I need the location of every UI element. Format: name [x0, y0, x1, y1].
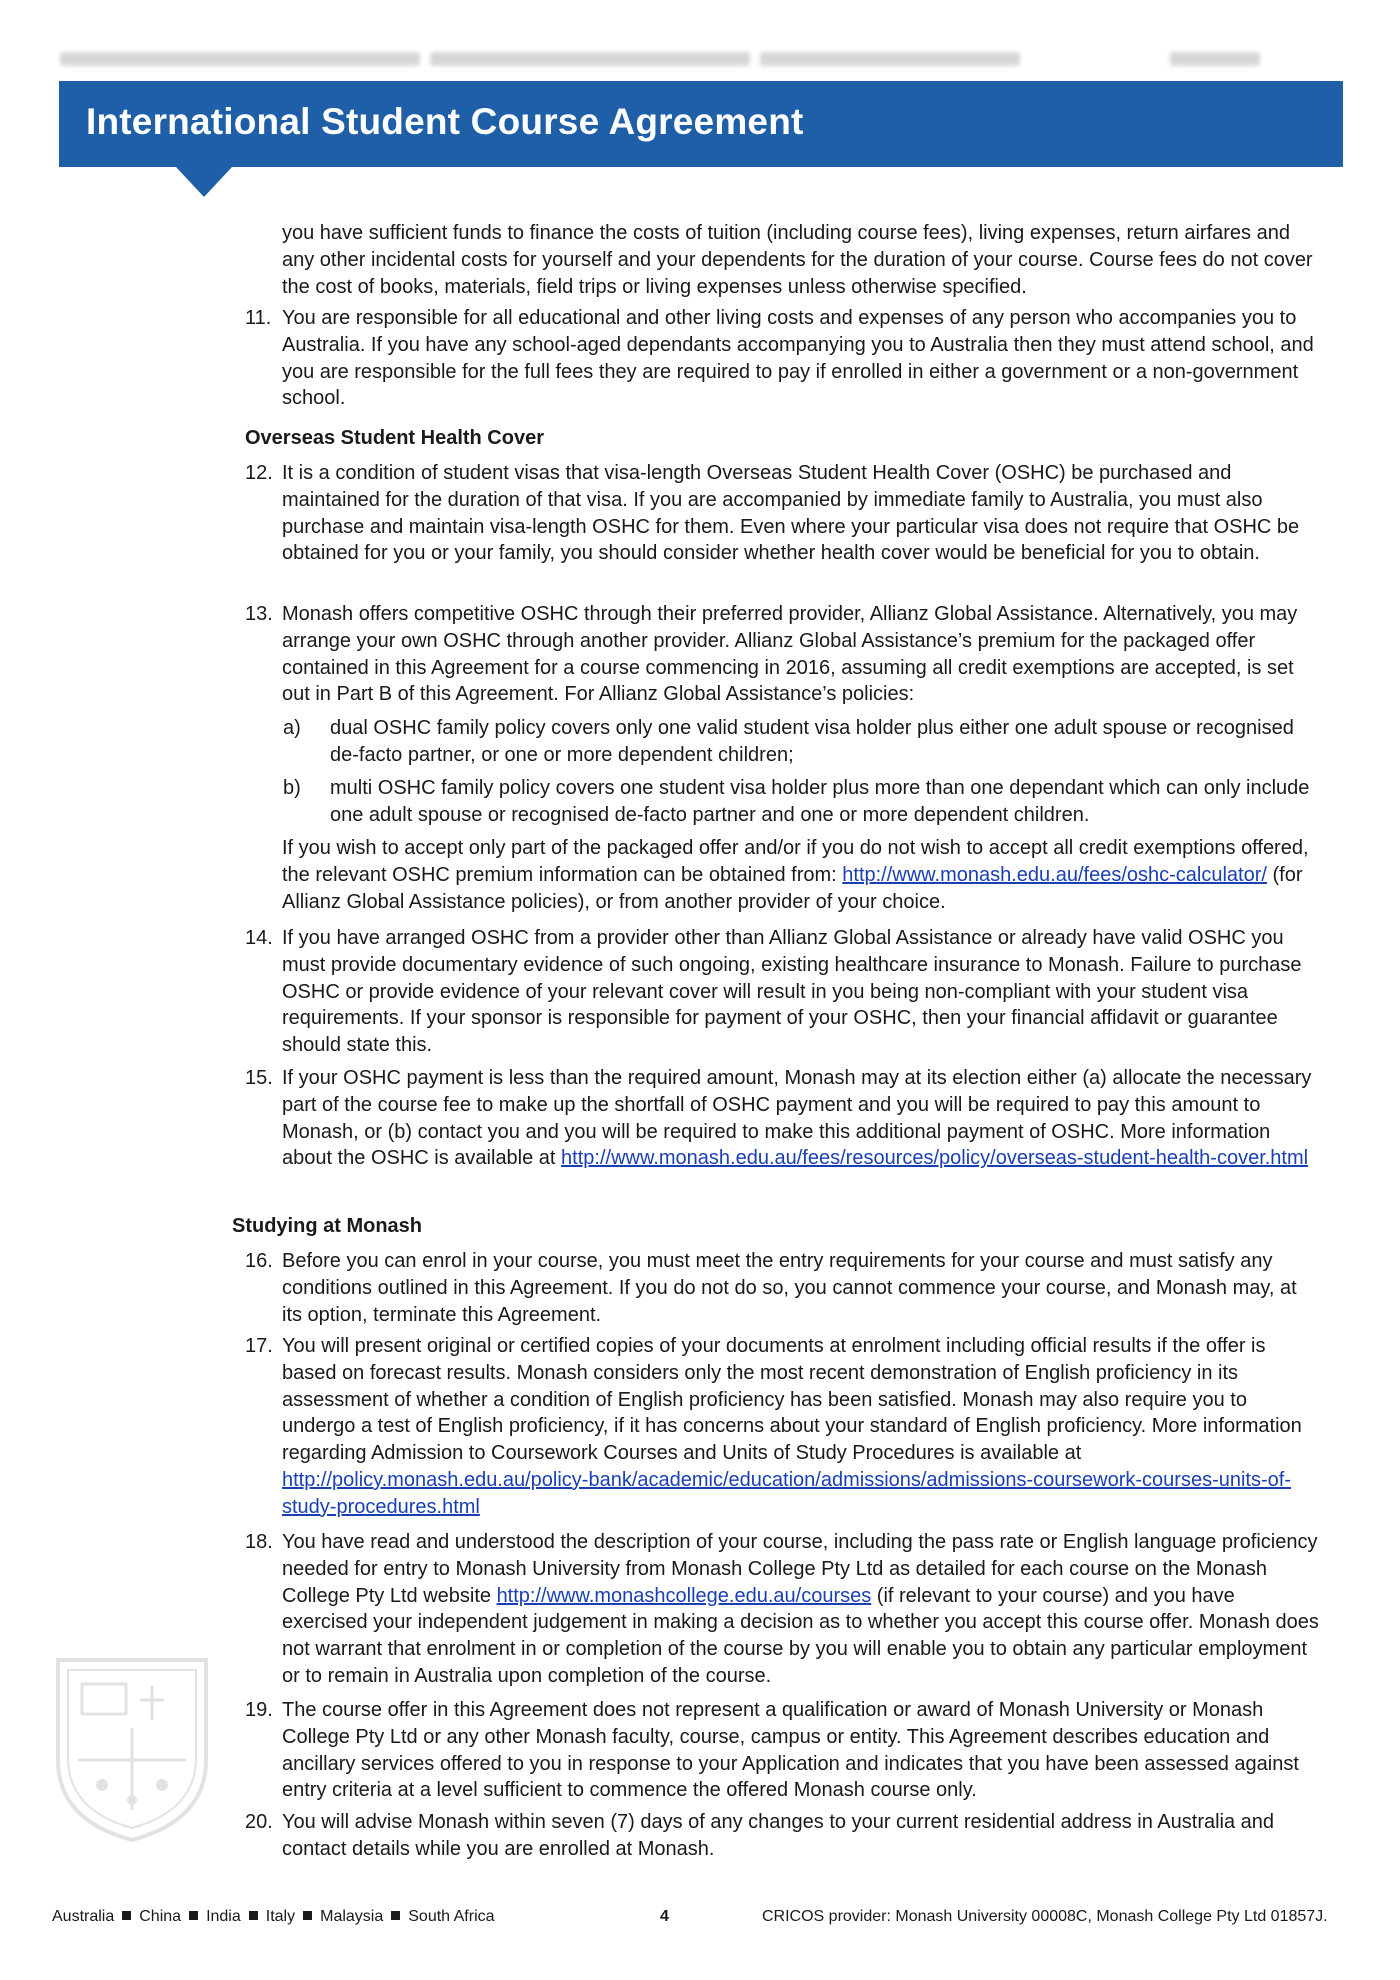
item-number: 12.	[245, 462, 273, 484]
square-bullet-icon	[122, 1911, 131, 1920]
continuation-text-after: (for Allianz Global Assistance policies), or from another provider of your choice.	[282, 863, 1303, 913]
item-text: It is a condition of student visas that visa-length Overseas Student Health Cover (OSHC) be purchased and maintained for the duration of that visa. If you are accompanied by immediate family to Australia, you must also purchase and maintain visa-length OSHC for them. Even where your particular visa does not require that OSHC be obtained for you or your family, you should consider whether health cover would be beneficial for you to obtain.	[282, 462, 1300, 565]
item-text: If you have arranged OSHC from a provider other than Allianz Global Assistance or already have valid OSHC you must provide documentary evidence of such ongoing, existing healthcare insurance to Monash. Failure to purchase OSHC or provide evidence of your relevant cover will result in you being non-compliant with your student visa requirements. If your sponsor is responsible for payment of your OSHC, then your financial affidavit or guarantee should state this.	[282, 927, 1302, 1057]
title-banner	[59, 81, 1343, 167]
region-label: Malaysia	[320, 1908, 384, 1925]
region-label: Italy	[265, 1908, 296, 1925]
item-number: 11.	[245, 307, 272, 329]
oshc-calculator-link[interactable]: http://www.monash.edu.au/fees/oshc-calculator/	[842, 863, 1267, 886]
continuation-text: If you wish to accept only part of the packaged offer and/or if you do not wish to accept all credit exemptions offered, the relevant OSHC premium information can be obtained from:	[282, 837, 1309, 886]
crest-watermark-icon	[48, 1650, 216, 1846]
item-number: 15.	[245, 1067, 273, 1089]
intro-paragraph: you have sufficient funds to finance the costs of tuition (including course fees), living expenses, return airfares and any other incidental costs for yourself and your dependents for the duration of your course. Course fees do not cover the cost of books, materials, field trips or living expenses unless otherwise specified.	[282, 222, 1313, 298]
page-footer	[0, 1908, 1400, 1932]
page-number: 4	[660, 1908, 669, 1925]
footer-regions	[52, 1908, 495, 1926]
item-number: 13.	[245, 603, 273, 625]
item-text: You will advise Monash within seven (7) days of any changes to your current residential address in Australia and contact details while you are enrolled at Monash.	[282, 1811, 1275, 1860]
item-number: 17.	[245, 1335, 273, 1357]
item-13-continuation	[282, 835, 1322, 915]
region-label: China	[139, 1908, 182, 1925]
item-text-part: You will present original or certified copies of your documents at enrolment including official results if the offer is based on forecast results. Monash considers only the most recent demonstration of English proficiency in its assessment of whether a condition of English proficiency has been satisfied. Monash may also require you to undergo a test of English proficiency, if it has concerns about your standard of English proficiency. More information regarding Admission to Coursework Courses and Units of Study Procedures is available at	[282, 1335, 1302, 1465]
banner-notch	[176, 167, 232, 197]
blurred-header-meta	[60, 52, 1260, 68]
item-number: 19.	[245, 1699, 273, 1721]
item-text	[282, 1333, 1322, 1521]
sub-item-text: multi OSHC family policy covers one student visa holder plus more than one dependant which can only include one adult spouse or recognised de-facto partner and one or more dependent children.	[330, 777, 1310, 826]
sub-item-text: dual OSHC family policy covers only one valid student visa holder plus either one adult spouse or recognised de-facto partner, or one or more dependent children;	[330, 717, 1294, 766]
admissions-policy-link[interactable]: http://policy.monash.edu.au/policy-bank/academic/education/admissions/admissions-coursework-courses-units-of-study-procedures.html	[282, 1468, 1291, 1518]
square-bullet-icon	[189, 1911, 198, 1920]
monash-college-courses-link[interactable]: http://www.monashcollege.edu.au/courses	[496, 1584, 872, 1607]
page-title: International Student Course Agreement	[86, 101, 804, 142]
item-number: 14.	[245, 927, 273, 949]
square-bullet-icon	[249, 1911, 258, 1920]
region-label: India	[206, 1908, 241, 1925]
cricos-provider-text: CRICOS provider: Monash University 00008C, Monash College Pty Ltd 01857J.	[762, 1908, 1328, 1925]
item-text: Monash offers competitive OSHC through their preferred provider, Allianz Global Assistance. Alternatively, you may arrange your own OSHC through another provider. Allianz Global Assistance’s premium for the packaged offer contained in this Agreement for a course commencing in 2016, assuming all credit exemptions are accepted, is set out in Part B of this Agreement. For Allianz Global Assistance’s policies:	[282, 603, 1298, 706]
sub-item-letter: b)	[283, 777, 301, 799]
square-bullet-icon	[303, 1911, 312, 1920]
item-text-part: You have read and understood the description of your course, including the pass rate or English language proficiency needed for entry to Monash University from Monash College Pty Ltd as detailed for each course on the Monash College Pty Ltd website	[282, 1531, 1318, 1607]
item-text: Before you can enrol in your course, you must meet the entry requirements for your course and must satisfy any conditions outlined in this Agreement. If you do not do so, you cannot commence your course, and Monash may, at its option, terminate this Agreement.	[282, 1250, 1297, 1326]
section-heading-studying: Studying at Monash	[232, 1215, 422, 1237]
item-text	[282, 1529, 1322, 1690]
oshc-info-link[interactable]: http://www.monash.edu.au/fees/resources/policy/overseas-student-health-cover.html	[561, 1147, 1309, 1170]
region-label: Australia	[52, 1908, 115, 1925]
region-label: South Africa	[408, 1908, 495, 1925]
item-number: 16.	[245, 1250, 273, 1272]
section-heading-oshc: Overseas Student Health Cover	[245, 427, 544, 449]
sub-item-letter: a)	[283, 717, 301, 739]
item-number: 18.	[245, 1531, 273, 1553]
item-number: 20.	[245, 1811, 273, 1833]
item-text-after: (if relevant to your course) and you have exercised your independent judgement in making a decision as to whether you accept this course offer. Monash does not warrant that enrolment in or completion of the course by you will enable you to obtain any particular employment or to remain in Australia upon completion of the course.	[282, 1584, 1319, 1687]
item-text: You are responsible for all educational and other living costs and expenses of any person who accompanies you to Australia. If you have any school-aged dependants accompanying you to Australia then they must attend school, and you are responsible for the full fees they are required to pay if enrolled in either a government or a non-government school.	[282, 307, 1314, 410]
square-bullet-icon	[391, 1911, 400, 1920]
item-text: The course offer in this Agreement does not represent a qualification or award of Monash University or Monash College Pty Ltd or any other Monash faculty, course, campus or entity. This Agreement describes education and ancillary services offered to you in response to your Application and indicates that you have been assessed against entry criteria at a level sufficient to commence the offered Monash course only.	[282, 1699, 1299, 1802]
item-text-part: If your OSHC payment is less than the required amount, Monash may at its election either (a) allocate the necessary part of the course fee to make up the shortfall of OSHC payment and you will be required to pay this amount to Monash, or (b) contact you and you will be required to make this additional payment of OSHC. More information about the OSHC is available at	[282, 1067, 1312, 1170]
item-text	[282, 1065, 1322, 1172]
